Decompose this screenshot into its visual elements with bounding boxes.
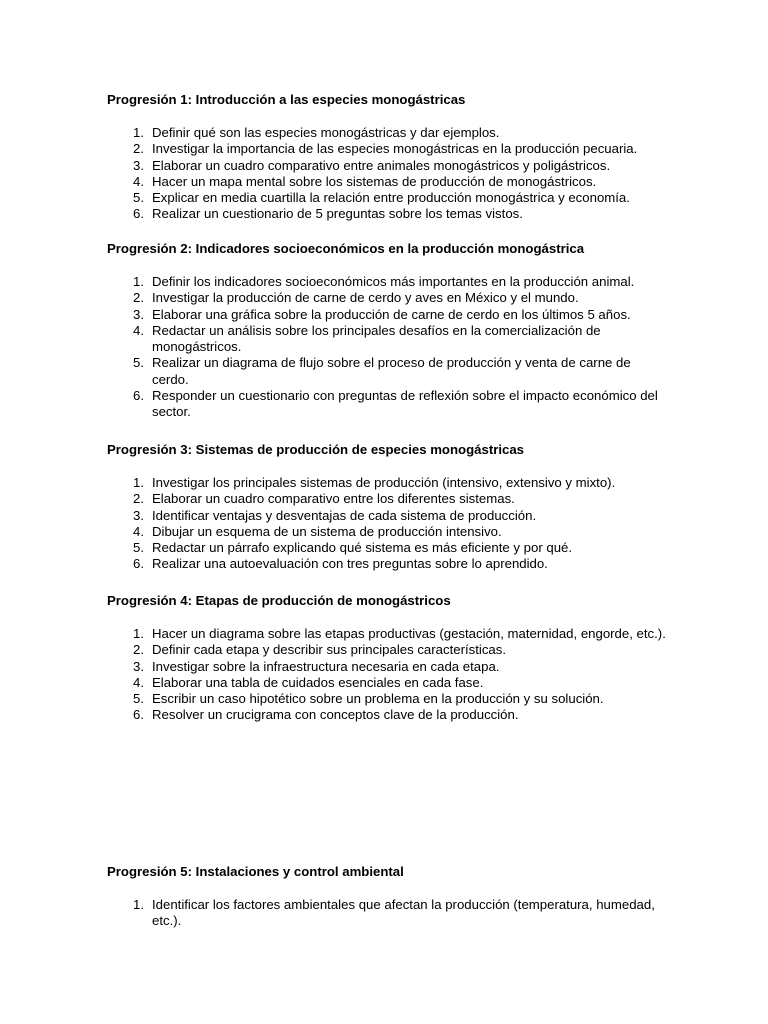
list-item: [107, 691, 667, 707]
item-number: 6.: [133, 556, 144, 572]
section-heading: Progresión 2: Indicadores socioeconómicos en la producción monogástrica: [107, 241, 585, 256]
item-number: 1.: [133, 125, 144, 140]
list-item: [107, 141, 667, 157]
section-heading: Progresión 1: Introducción a las especies monogástricas: [107, 92, 466, 107]
list-item: [107, 125, 667, 141]
item-number: 3.: [133, 306, 144, 322]
list-item: [107, 323, 667, 356]
item-text: Hacer un diagrama sobre las etapas productivas (gestación, maternidad, engorde, etc.).: [152, 626, 666, 641]
section-progresion-2: [107, 241, 667, 421]
item-text: Elaborar un cuadro comparativo entre animales monogástricos y poligástricos.: [152, 157, 611, 173]
section-progresion-4: [107, 593, 667, 724]
list-item: [107, 508, 667, 524]
item-number: 2.: [133, 290, 144, 306]
item-text: Investigar la producción de carne de cerdo y aves en México y el mundo.: [152, 290, 579, 306]
item-text: Realizar una autoevaluación con tres preguntas sobre lo aprendido.: [152, 556, 548, 572]
list-item: [107, 290, 667, 306]
item-text: Responder un cuestionario con preguntas de reflexión sobre el impacto económico del sector.: [152, 388, 658, 420]
item-text: Redactar un párrafo explicando qué sistema es más eficiente y por qué.: [152, 540, 573, 556]
list-item: [107, 491, 667, 507]
item-number: 6.: [133, 707, 144, 723]
section-progresion-3: [107, 442, 667, 573]
list-item: [107, 642, 667, 658]
item-number: 1.: [133, 897, 144, 912]
item-text: Investigar sobre la infraestructura necesaria en cada etapa.: [152, 658, 500, 674]
item-text: Elaborar una tabla de cuidados esenciales en cada fase.: [152, 674, 484, 690]
item-number: 3.: [133, 507, 144, 523]
item-text: Dibujar un esquema de un sistema de producción intensivo.: [152, 523, 502, 539]
list-item: [107, 174, 667, 190]
item-number: 5.: [133, 355, 144, 371]
list-item: [107, 626, 667, 642]
task-list: [107, 897, 667, 930]
list-item: [107, 475, 667, 491]
item-number: 4.: [133, 674, 144, 690]
list-item: [107, 190, 667, 206]
item-text: Hacer un mapa mental sobre los sistemas de producción de monogástricos.: [152, 173, 597, 189]
item-text: Definir cada etapa y describir sus principales características.: [152, 642, 507, 658]
item-text: Definir qué son las especies monogástricas y dar ejemplos.: [152, 125, 500, 140]
item-text: Explicar en media cuartilla la relación entre producción monogástrica y economía.: [152, 190, 630, 206]
item-number: 2.: [133, 491, 144, 507]
item-text: Redactar un análisis sobre los principales desafíos en la comercialización de monogástricos.: [152, 322, 601, 355]
item-number: 4.: [133, 523, 144, 539]
item-text: Elaborar una gráfica sobre la producción de carne de cerdo en los últimos 5 años.: [152, 306, 631, 322]
item-text: Resolver un crucigrama con conceptos clave de la producción.: [152, 707, 519, 723]
list-item: [107, 307, 667, 323]
list-item: [107, 524, 667, 540]
section-heading: Progresión 5: Instalaciones y control ambiental: [107, 864, 404, 879]
list-item: [107, 158, 667, 174]
item-text: Realizar un diagrama de flujo sobre el proceso de producción y venta de carne de cerdo.: [152, 355, 631, 387]
list-item: [107, 206, 667, 222]
item-number: 4.: [133, 322, 144, 338]
item-number: 4.: [133, 173, 144, 189]
item-number: 3.: [133, 157, 144, 173]
list-item: [107, 388, 667, 421]
item-number: 2.: [133, 141, 144, 157]
list-item: [107, 897, 667, 930]
item-number: 2.: [133, 642, 144, 658]
task-list: [107, 274, 667, 421]
list-item: [107, 659, 667, 675]
section-heading: Progresión 4: Etapas de producción de monogástricos: [107, 593, 451, 608]
item-number: 5.: [133, 691, 144, 707]
list-item: [107, 274, 667, 290]
list-item: [107, 707, 667, 723]
item-text: Escribir un caso hipotético sobre un problema en la producción y su solución.: [152, 691, 604, 707]
item-number: 1.: [133, 274, 144, 289]
list-item: [107, 556, 667, 572]
section-heading: Progresión 3: Sistemas de producción de especies monogástricas: [107, 442, 525, 457]
section-progresion-1: [107, 92, 667, 223]
task-list: [107, 125, 667, 223]
item-text: Definir los indicadores socioeconómicos más importantes en la producción animal.: [152, 274, 635, 289]
item-number: 5.: [133, 190, 144, 206]
item-text: Identificar los factores ambientales que afectan la producción (temperatura, humedad, etc.).: [152, 897, 655, 929]
item-number: 3.: [133, 658, 144, 674]
task-list: [107, 475, 667, 573]
item-number: 6.: [133, 388, 144, 404]
item-text: Elaborar un cuadro comparativo entre los diferentes sistemas.: [152, 491, 515, 507]
item-number: 5.: [133, 540, 144, 556]
task-list: [107, 626, 667, 724]
item-text: Identificar ventajas y desventajas de cada sistema de producción.: [152, 507, 537, 523]
item-number: 1.: [133, 475, 144, 490]
item-text: Investigar los principales sistemas de producción (intensivo, extensivo y mixto).: [152, 475, 616, 490]
item-number: 6.: [133, 206, 144, 222]
list-item: [107, 540, 667, 556]
item-text: Investigar la importancia de las especies monogástricas en la producción pecuaria.: [152, 141, 638, 157]
item-number: 1.: [133, 626, 144, 641]
section-progresion-5: [107, 864, 667, 930]
item-text: Realizar un cuestionario de 5 preguntas sobre los temas vistos.: [152, 206, 523, 222]
list-item: [107, 675, 667, 691]
list-item: [107, 355, 667, 388]
